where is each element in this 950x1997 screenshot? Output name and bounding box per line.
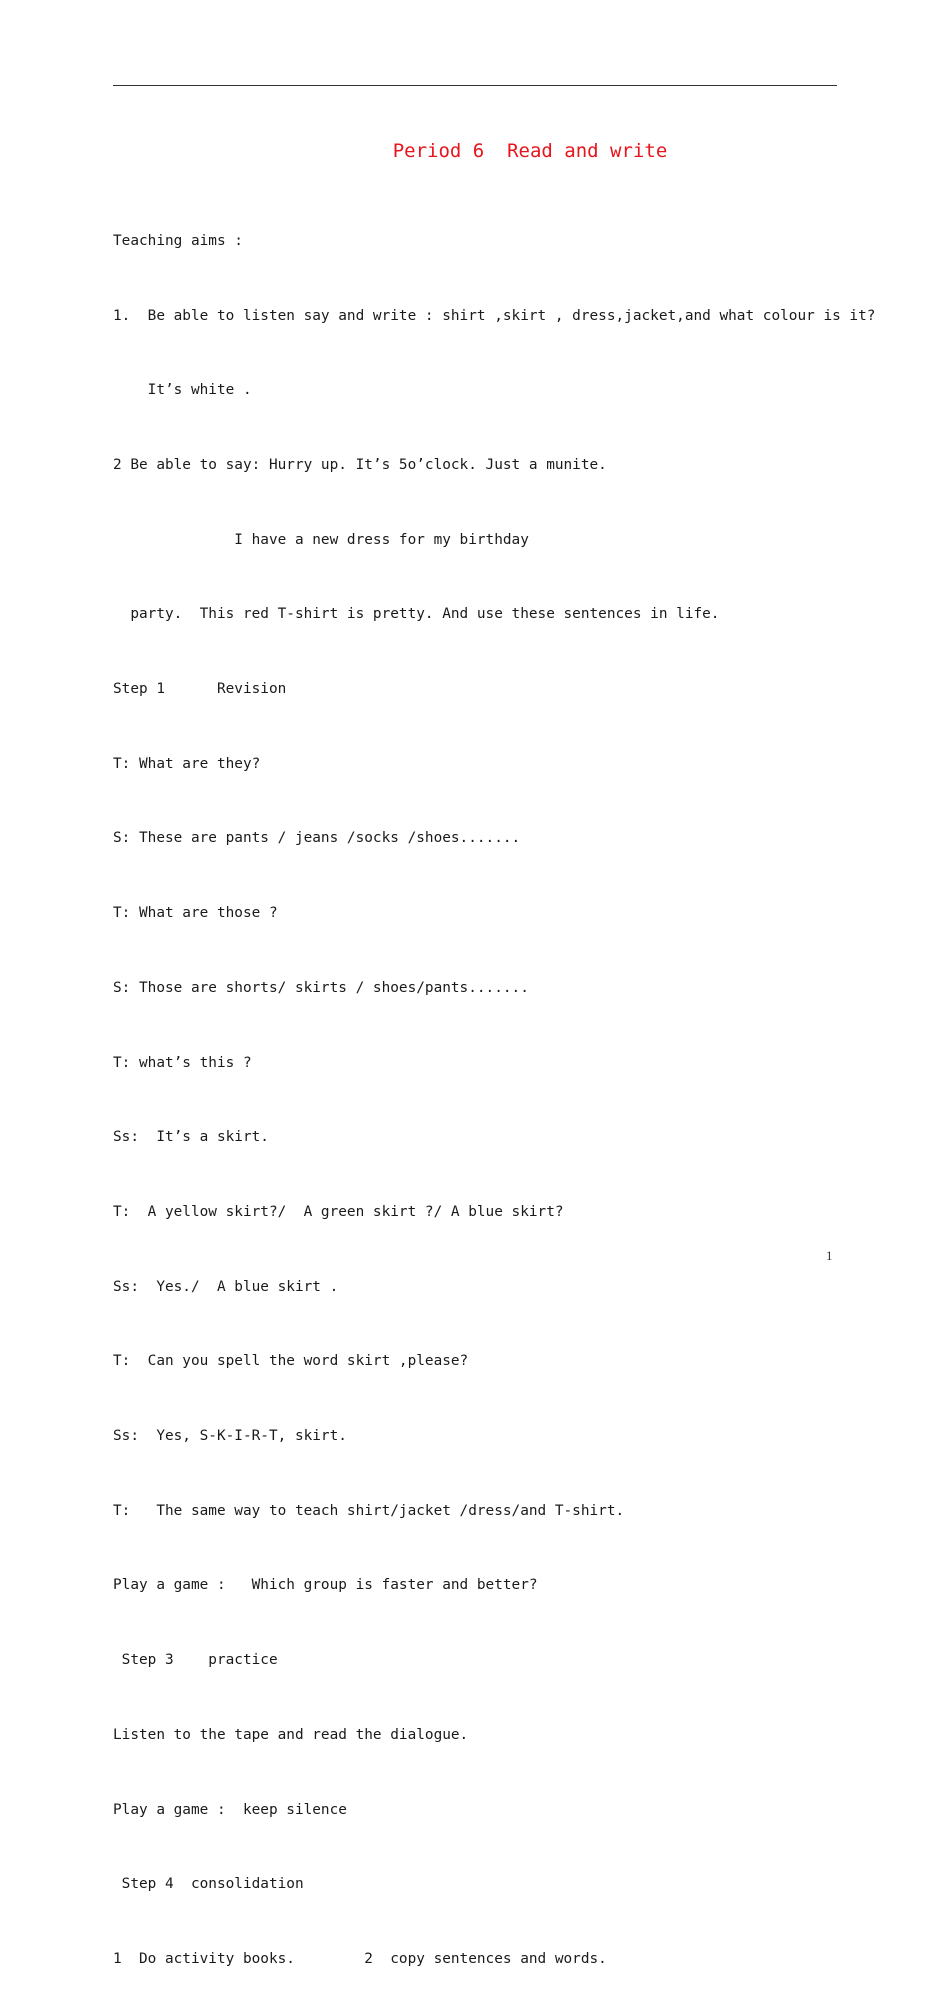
dialogue-line: T: A yellow skirt?/ A green skirt ?/ A blue skirt? — [113, 1203, 564, 1220]
line-homework: 1 Do activity books. 2 copy sentences and words. — [113, 1950, 607, 1967]
page-number: 1 — [826, 1248, 833, 1263]
dialogue-line: Ss: Yes./ A blue skirt . — [113, 1278, 339, 1295]
dialogue-line: T: Can you spell the word skirt ,please? — [113, 1353, 469, 1370]
line-play-game-2: Play a game : keep silence — [113, 1801, 347, 1818]
line-play-game-1: Play a game : Which group is faster and better? — [113, 1577, 538, 1594]
line-step-3: Step 3 practice — [113, 1652, 278, 1669]
dialogue-line: T: What are they? — [113, 755, 261, 772]
document-body — [113, 179, 876, 1997]
dialogue-line: T: what’s this ? — [113, 1054, 252, 1071]
line-listen: Listen to the tape and read the dialogue. — [113, 1726, 469, 1743]
line-teaching-aims: Teaching aims : — [113, 232, 243, 249]
line-aim-2: 2 Be able to say: Hurry up. It’s 5o’clock. Just a munite. — [113, 456, 607, 473]
line-step-1: Step 1 Revision — [113, 681, 287, 698]
document-title: Period 6 Read and write — [392, 140, 668, 162]
line-aim-2-end: party. This red T-shirt is pretty. And use these sentences in life. — [113, 606, 720, 623]
line-aim-1: 1. Be able to listen say and write : shirt ,skirt , dress,jacket,and what colour is it? — [113, 307, 876, 324]
line-aim-2-cont: I have a new dress for my birthday — [113, 531, 529, 548]
line-step-4: Step 4 consolidation — [113, 1876, 304, 1893]
header-rule — [113, 85, 837, 86]
dialogue-line: Ss: It’s a skirt. — [113, 1129, 269, 1146]
dialogue-line: T: The same way to teach shirt/jacket /dress/and T-shirt. — [113, 1502, 625, 1519]
line-aim-1-cont: It’s white . — [113, 382, 252, 399]
dialogue-line: S: Those are shorts/ skirts / shoes/pants....... — [113, 979, 529, 996]
dialogue-line: T: What are those ? — [113, 905, 278, 922]
dialogue-line: Ss: Yes, S-K-I-R-T, skirt. — [113, 1428, 347, 1445]
dialogue-line: S: These are pants / jeans /socks /shoes....... — [113, 830, 521, 847]
